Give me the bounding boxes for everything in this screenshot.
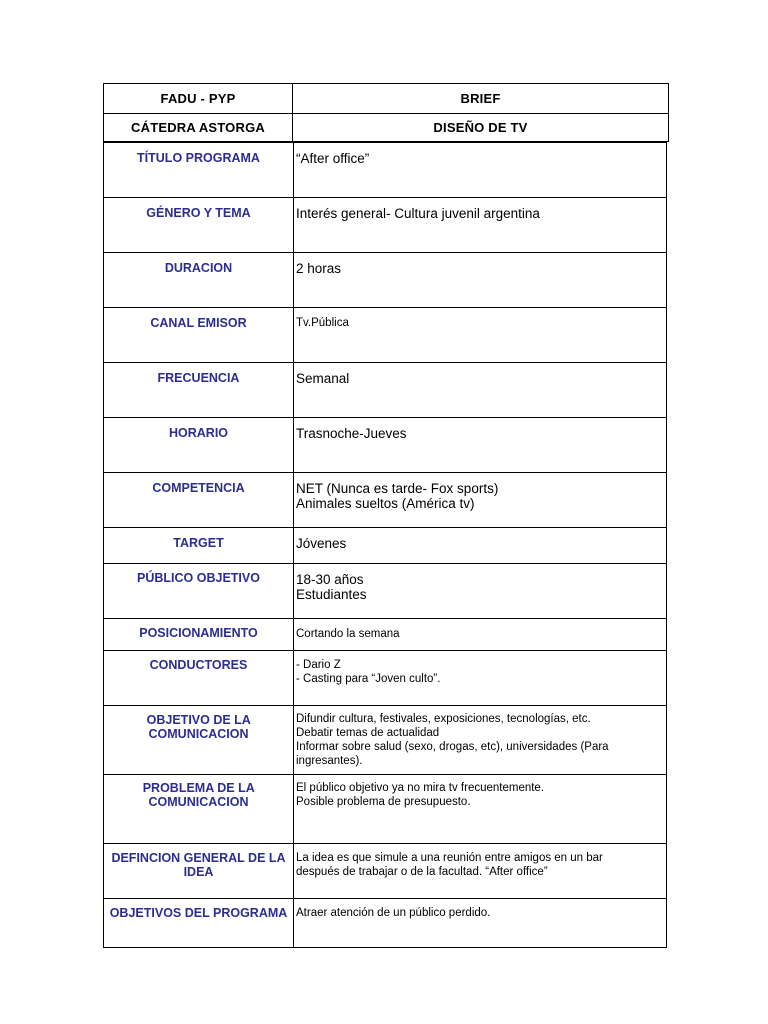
row-label: HORARIO <box>168 426 229 440</box>
row-horario <box>104 418 666 473</box>
row-label: CONDUCTORES <box>149 658 248 672</box>
row-value: “After office” <box>296 151 370 166</box>
chair-cell: CÁTEDRA ASTORGA <box>104 113 293 141</box>
row-value: El público objetivo ya no mira tv frecuentemente. Posible problema de presupuesto. <box>296 782 545 808</box>
row-objetivo-comunicacion <box>104 706 666 775</box>
row-label: PROBLEMA DE LA COMUNICACION <box>142 781 255 809</box>
row-value: Jóvenes <box>296 536 347 551</box>
row-label: TÍTULO PROGRAMA <box>137 151 260 165</box>
row-value: NET (Nunca es tarde- Fox sports) Animales sueltos (América tv) <box>296 481 499 511</box>
row-genero-tema <box>104 198 666 253</box>
row-value: Interés general- Cultura juvenil argentina <box>296 206 540 221</box>
row-canal-emisor <box>104 308 666 363</box>
row-label: DEFINCION GENERAL DE LA IDEA <box>111 851 286 879</box>
row-value: - Dario Z - Casting para “Joven culto”. <box>296 659 441 685</box>
row-posicionamiento <box>104 619 666 651</box>
row-label: GÉNERO Y TEMA <box>146 206 251 220</box>
row-label: FRECUENCIA <box>157 371 240 385</box>
row-value: Tv.Pública <box>296 317 349 329</box>
row-label: OBJETIVOS DEL PROGRAMA <box>109 906 288 920</box>
row-target <box>104 528 666 564</box>
row-objetivos-programa <box>104 899 666 947</box>
row-definicion-idea <box>104 844 666 899</box>
row-value: La idea es que simule a una reunión entre amigos en un bar después de trabajar o de la facultad. “After office” <box>296 852 603 878</box>
row-value: Trasnoche-Jueves <box>296 426 407 441</box>
row-problema-comunicacion <box>104 775 666 844</box>
brief-table <box>103 142 667 948</box>
row-value: Cortando la semana <box>296 628 400 640</box>
row-titulo-programa <box>104 143 666 198</box>
row-duracion <box>104 253 666 308</box>
row-label: OBJETIVO DE LA COMUNICACION <box>146 713 251 741</box>
row-value: 2 horas <box>296 261 342 276</box>
row-label: PÚBLICO OBJETIVO <box>137 571 260 585</box>
row-publico-objetivo <box>104 564 666 619</box>
row-label: TARGET <box>173 536 224 550</box>
row-frecuencia <box>104 363 666 418</box>
header-row-2 <box>104 113 668 141</box>
subject-cell: DISEÑO DE TV <box>433 119 528 135</box>
row-value: 18-30 años Estudiantes <box>296 572 367 602</box>
row-label: DURACION <box>164 261 233 275</box>
row-value: Atraer atención de un público perdido. <box>296 907 491 919</box>
row-competencia <box>104 473 666 528</box>
row-label: CANAL EMISOR <box>150 316 247 330</box>
row-conductores <box>104 651 666 706</box>
faculty-cell: FADU - PYP <box>104 84 293 113</box>
brief-header-table <box>103 83 669 142</box>
row-label: COMPETENCIA <box>152 481 245 495</box>
document-type-cell: BRIEF <box>460 91 501 106</box>
row-value: Semanal <box>296 371 350 386</box>
row-value: Difundir cultura, festivales, exposiciones, tecnologías, etc. Debatir temas de actualidad Informar sobre salud (sexo, drogas, etc), universidades (Para ingresantes). <box>296 713 609 767</box>
header-row-1 <box>104 84 668 114</box>
row-label: POSICIONAMIENTO <box>139 626 258 640</box>
